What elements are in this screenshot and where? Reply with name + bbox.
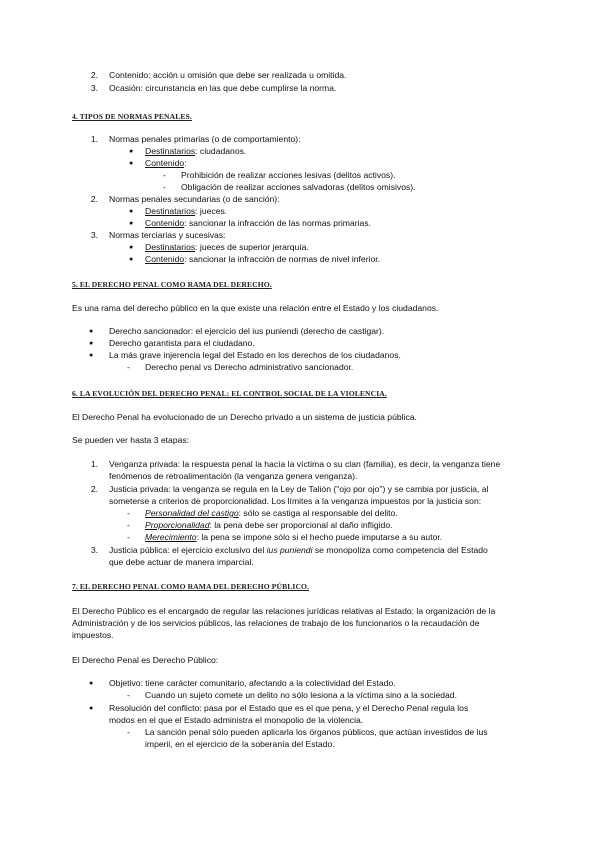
list-number: 3.: [90, 83, 98, 93]
list-number: 1.: [90, 134, 98, 144]
list-number: 2.: [90, 484, 98, 494]
dash-item: Obligación de realizar acciones salvadoras (delitos omisivos).: [181, 182, 416, 192]
bullet-item: La más grave injerencia legal del Estado en los derechos de los ciudadanos.: [109, 350, 401, 360]
list-item: Venganza privada: la respuesta penal la hacía la víctima o su clan (familia), es decir, la venganza tiene: [109, 459, 501, 469]
dash-marker: -: [127, 532, 130, 542]
list-item-continuation: fenómenos de retroalimentación (la venganza genera venganza).: [109, 471, 358, 481]
dash-item: Personalidad del castigo: sólo se castiga al responsable del delito.: [145, 508, 398, 518]
dash-item: Cuando un sujeto comete un delito no sólo lesiona a la víctima sino a la sociedad.: [145, 690, 457, 700]
section-heading-6: 6. LA EVOLUCIÓN DEL DERECHO PENAL: EL CONTROL SOCIAL DE LA VIOLENCIA.: [72, 389, 387, 398]
paragraph-line: impuestos.: [72, 630, 114, 640]
bullet-icon: ●: [89, 340, 94, 347]
bullet-item: Resolución del conflicto: pasa por el Estado que es el que pena, y el Derecho Penal regula los: [109, 703, 469, 713]
paragraph-line: El Derecho Público es el encargado de regular las relaciones jurídicas relativas al Estado: la organización de la: [72, 606, 496, 616]
bullet-icon: ●: [89, 680, 94, 687]
bullet-item: Objetivo: tiene carácter comunitario, afectando a la colectividad del Estado.: [109, 678, 396, 688]
list-item: Normas terciarias y sucesivas:: [109, 230, 226, 240]
paragraph: El Derecho Penal es Derecho Público:: [72, 655, 219, 665]
dash-item: Merecimiento: la pena se impone sólo si el hecho puede imputarse a su autor.: [145, 532, 443, 542]
dash-item: Prohibición de realizar acciones lesivas (delitos activos).: [181, 170, 396, 180]
bullet-icon: ●: [89, 328, 94, 335]
list-number: 1.: [90, 459, 98, 469]
list-item: Contenido: acción u omisión que debe ser realizada u omitida.: [109, 70, 347, 80]
bullet-icon: ●: [129, 220, 134, 227]
list-item: Justicia privada: la venganza se regula en la Ley de Talión ("ojo por ojo") y se cambia por justicia, al: [109, 484, 489, 494]
bullet-icon: ●: [89, 352, 94, 359]
paragraph: El Derecho Penal ha evolucionado de un Derecho privado a un sistema de justicia pública.: [72, 412, 417, 422]
paragraph: Es una rama del derecho público en la que existe una relación entre el Estado y los ciudadanos.: [72, 303, 439, 313]
bullet-icon: ●: [129, 208, 134, 215]
list-item: Normas penales secundarias (o de sanción):: [109, 194, 280, 204]
dash-item: La sanción penal sólo pueden aplicarla los órganos públicos, que actúan investidos de ius: [145, 727, 488, 737]
section-heading-7: 7. EL DERECHO PENAL COMO RAMA DEL DERECHO PÚBLICO.: [72, 582, 310, 591]
sub-item: Destinatarios: jueces de superior jerarquía.: [145, 242, 309, 252]
dash-item: Proporcionalidad: la pena debe ser proporcional al daño infligido.: [145, 520, 393, 530]
bullet-icon: ●: [129, 244, 134, 251]
list-number: 3.: [90, 545, 98, 555]
list-number: 3.: [90, 230, 98, 240]
dash-marker: -: [127, 727, 130, 737]
list-item-continuation: que debe actuar de manera imparcial.: [109, 557, 254, 567]
sub-item: Contenido: sancionar la infracción de normas de nivel inferior.: [145, 254, 381, 264]
section-heading-4: 4. TIPOS DE NORMAS PENALES.: [72, 112, 192, 121]
paragraph-line: Administración y de los servicios públicos, las relaciones de trabajo de los funcionarios o la recaudación de: [72, 618, 480, 628]
sub-item: Contenido: sancionar la infracción de las normas primarias.: [145, 218, 371, 228]
list-item: Justicia pública: el ejercicio exclusivo del ius puniendi se monopoliza como competencia del Estado: [109, 545, 488, 555]
dash-marker: -: [163, 182, 166, 192]
dash-marker: -: [163, 170, 166, 180]
dash-marker: -: [127, 690, 130, 700]
dash-item-continuation: imperii, en el ejercicio de la soberanía del Estado.: [145, 739, 335, 749]
dash-marker: -: [127, 362, 130, 372]
bullet-icon: ●: [129, 160, 134, 167]
bullet-icon: ●: [129, 148, 134, 155]
list-item-continuation: someterse a criterios de proporcionalidad. Los límites a la venganza impuestos por la justicia son:: [109, 496, 482, 506]
paragraph: Se pueden ver hasta 3 etapas:: [72, 435, 190, 445]
list-item: Ocasión: circunstancia en las que debe cumplirse la norma.: [109, 83, 337, 93]
bullet-icon: ●: [129, 256, 134, 263]
dash-marker: -: [127, 520, 130, 530]
list-number: 2.: [90, 70, 98, 80]
dash-item: Derecho penal vs Derecho administrativo sancionador.: [145, 362, 354, 372]
section-heading-5: 5. EL DERECHO PENAL COMO RAMA DEL DERECHO.: [72, 280, 272, 289]
sub-item: Destinatarios: jueces.: [145, 206, 228, 216]
list-number: 2.: [90, 194, 98, 204]
list-item: Normas penales primarias (o de comportamiento):: [109, 134, 301, 144]
sub-item: Destinatarios: ciudadanos.: [145, 146, 247, 156]
bullet-item: Derecho sancionador: el ejercicio del ius puniendi (derecho de castigar).: [109, 326, 385, 336]
bullet-icon: ●: [89, 705, 94, 712]
dash-marker: -: [127, 508, 130, 518]
bullet-item: Derecho garantista para el ciudadano.: [109, 338, 255, 348]
sub-item: Contenido:: [145, 158, 187, 168]
bullet-item-continuation: modos en el que el Estado administra el monopolio de la violencia.: [109, 715, 364, 725]
